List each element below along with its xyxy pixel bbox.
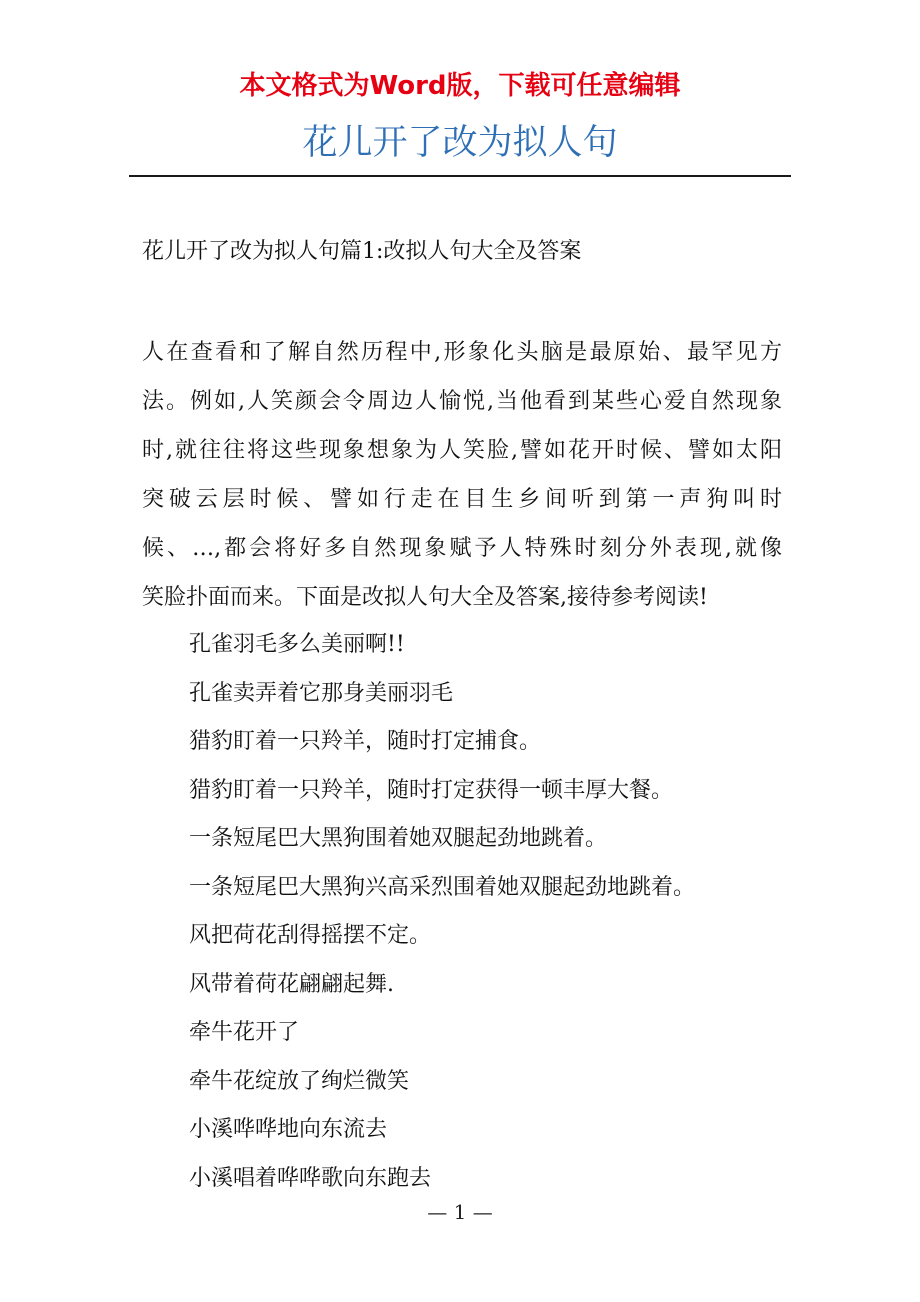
original-sentence: 猎豹盯着一只羚羊，随时打定捕食。 xyxy=(189,729,542,754)
personified-sentence: 一条短尾巴大黑狗兴高采烈围着她双腿起劲地跳着。 xyxy=(189,874,696,900)
personified-sentence: 猎豹盯着一只羚羊，随时打定获得一顿丰厚大餐。 xyxy=(189,777,674,803)
intro-line: 法。例如,人笑颜会令周边人愉悦,当他看到某些心爱自然现象 xyxy=(142,389,782,414)
intro-line: 候、…,都会将好多自然现象赋予人特殊时刻分外表现,就像 xyxy=(142,536,782,561)
original-sentence: 小溪哗哗地向东流去 xyxy=(189,1117,388,1142)
page-number: — 1 — xyxy=(427,1200,493,1224)
intro-line: 突破云层时候、譬如行走在目生乡间听到第一声狗叫时 xyxy=(142,487,782,512)
intro-line: 笑脸扑面而来。下面是改拟人句大全及答案,接待参考阅读! xyxy=(142,585,708,610)
personified-sentence: 牵牛花绽放了绚烂微笑 xyxy=(189,1068,410,1094)
original-sentence: 牵牛花开了 xyxy=(189,1020,300,1045)
section-heading: 花儿开了改为拟人句篇1:改拟人句大全及答案 xyxy=(142,239,582,264)
format-banner: 本文格式为Word版，下载可任意编辑 xyxy=(239,71,681,101)
intro-line: 时,就往往将这些现象想象为人笑脸,譬如花开时候、譬如太阳 xyxy=(142,438,782,463)
original-sentence: 风把荷花刮得摇摆不定。 xyxy=(189,923,432,948)
original-sentence: 孔雀羽毛多么美丽啊!! xyxy=(189,632,405,657)
title-divider xyxy=(129,175,791,177)
sentence-list xyxy=(189,621,695,1203)
original-sentence: 一条短尾巴大黑狗围着她双腿起劲地跳着。 xyxy=(189,826,608,851)
intro-paragraph xyxy=(142,328,782,622)
personified-sentence: 孔雀卖弄着它那身美丽羽毛 xyxy=(189,680,454,706)
intro-line: 人在查看和了解自然历程中,形象化头脑是最原始、最罕见方 xyxy=(142,340,782,365)
personified-sentence: 风带着荷花翩翩起舞. xyxy=(189,971,394,997)
personified-sentence: 小溪唱着哗哗歌向东跑去 xyxy=(189,1165,432,1191)
page-title: 花儿开了改为拟人句 xyxy=(302,123,618,163)
